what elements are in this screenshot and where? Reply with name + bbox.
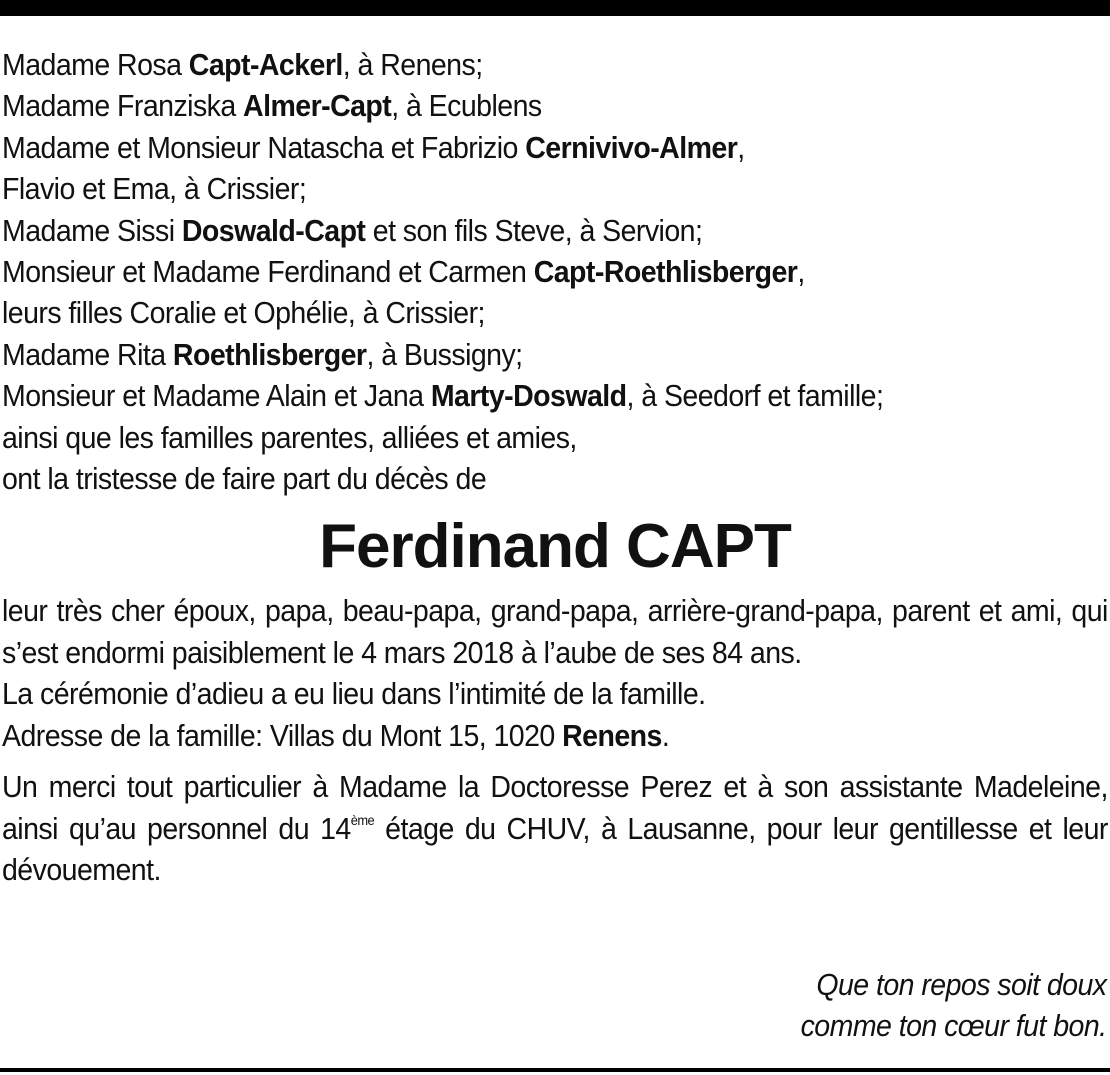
family-line — [2, 251, 1106, 292]
closing-line-2: comme ton cœur fut bon. — [800, 1008, 1106, 1043]
family-line-suffix: , à Renens; — [342, 47, 483, 82]
bottom-border-rule — [0, 1068, 1110, 1072]
deceased-name: Ferdinand CAPT — [319, 512, 791, 582]
family-address — [2, 715, 1108, 757]
family-line-suffix: , — [737, 129, 745, 165]
address-suffix: . — [661, 717, 670, 753]
notice-body — [2, 590, 1108, 891]
family-line-text: Monsieur et Madame Alain et Jana — [2, 378, 431, 414]
family-line — [2, 375, 1106, 416]
family-surname: Cernivivo-Almer — [525, 129, 738, 165]
family-line — [2, 458, 1106, 499]
family-line — [2, 168, 1106, 209]
family-line-text: Madame Sissi — [2, 212, 182, 248]
family-list — [2, 44, 1106, 499]
family-surname: Almer-Capt — [243, 88, 392, 124]
address-city: Renens — [562, 717, 662, 753]
family-surname: Capt-Ackerl — [188, 47, 343, 82]
family-line-text: Monsieur et Madame Ferdinand et Carmen — [2, 254, 534, 290]
thanks-superscript: ème — [350, 811, 375, 828]
family-line-text: leurs filles Coralie et Ophélie, à Crissier; — [2, 295, 485, 331]
family-line-suffix: , à Ecublens — [391, 88, 542, 124]
family-line-suffix: et son fils Steve, à Servion; — [365, 212, 703, 248]
family-surname: Roethlisberger — [172, 336, 367, 372]
family-line — [2, 334, 1106, 375]
family-line — [2, 44, 1106, 85]
family-surname: Marty-Doswald — [430, 378, 627, 414]
family-line-suffix: , à Seedorf et famille; — [626, 378, 884, 414]
family-line-text: Madame et Monsieur Natascha et Fabrizio — [2, 129, 526, 165]
family-line-suffix: , à Bussigny; — [366, 336, 523, 372]
family-line — [2, 85, 1106, 126]
ceremony-text: La cérémonie d’adieu a eu lieu dans l’intimité de la famille. — [2, 676, 706, 712]
family-line — [2, 210, 1106, 251]
family-line-text: ont la tristesse de faire part du décès de — [2, 461, 487, 497]
tribute-text: leur très cher époux, papa, beau-papa, grand-papa, arrière-grand-papa, parent et ami, qui s’est endormi paisiblement le 4 mars 2018 à l’aube de ses 84 ans. — [2, 593, 1108, 670]
family-line-text: Madame Franziska — [2, 88, 244, 124]
family-line — [2, 417, 1106, 458]
top-border-rule — [0, 0, 1110, 16]
closing-line-1: Que ton repos soit doux — [815, 967, 1106, 1002]
family-surname: Capt-Roethlisberger — [533, 254, 798, 290]
paragraph-gap — [2, 756, 1108, 766]
thanks-part-1: Un merci tout particulier à Madame la Doctoresse Perez et à son assistante Madeleine, ainsi qu’au personnel du 14 — [2, 769, 1108, 846]
obituary-notice — [2, 44, 1108, 891]
thanks-part-2: étage du CHUV, à Lausanne, pour leur gentillesse et leur dévouement. — [2, 810, 1108, 888]
closing-verse — [800, 964, 1106, 1046]
address-prefix: Adresse de la famille: Villas du Mont 15, 1020 — [2, 717, 563, 753]
family-line-suffix: , — [797, 254, 805, 290]
family-line-text: Madame Rosa — [2, 47, 189, 82]
thanks-text — [2, 766, 1108, 891]
family-line-text: ainsi que les familles parentes, alliées et amies, — [2, 419, 577, 455]
family-line — [2, 127, 1106, 168]
family-surname: Doswald-Capt — [181, 212, 366, 248]
family-line-text: Flavio et Ema, à Crissier; — [2, 171, 307, 207]
family-line — [2, 292, 1106, 333]
family-line-text: Madame Rita — [2, 336, 173, 372]
